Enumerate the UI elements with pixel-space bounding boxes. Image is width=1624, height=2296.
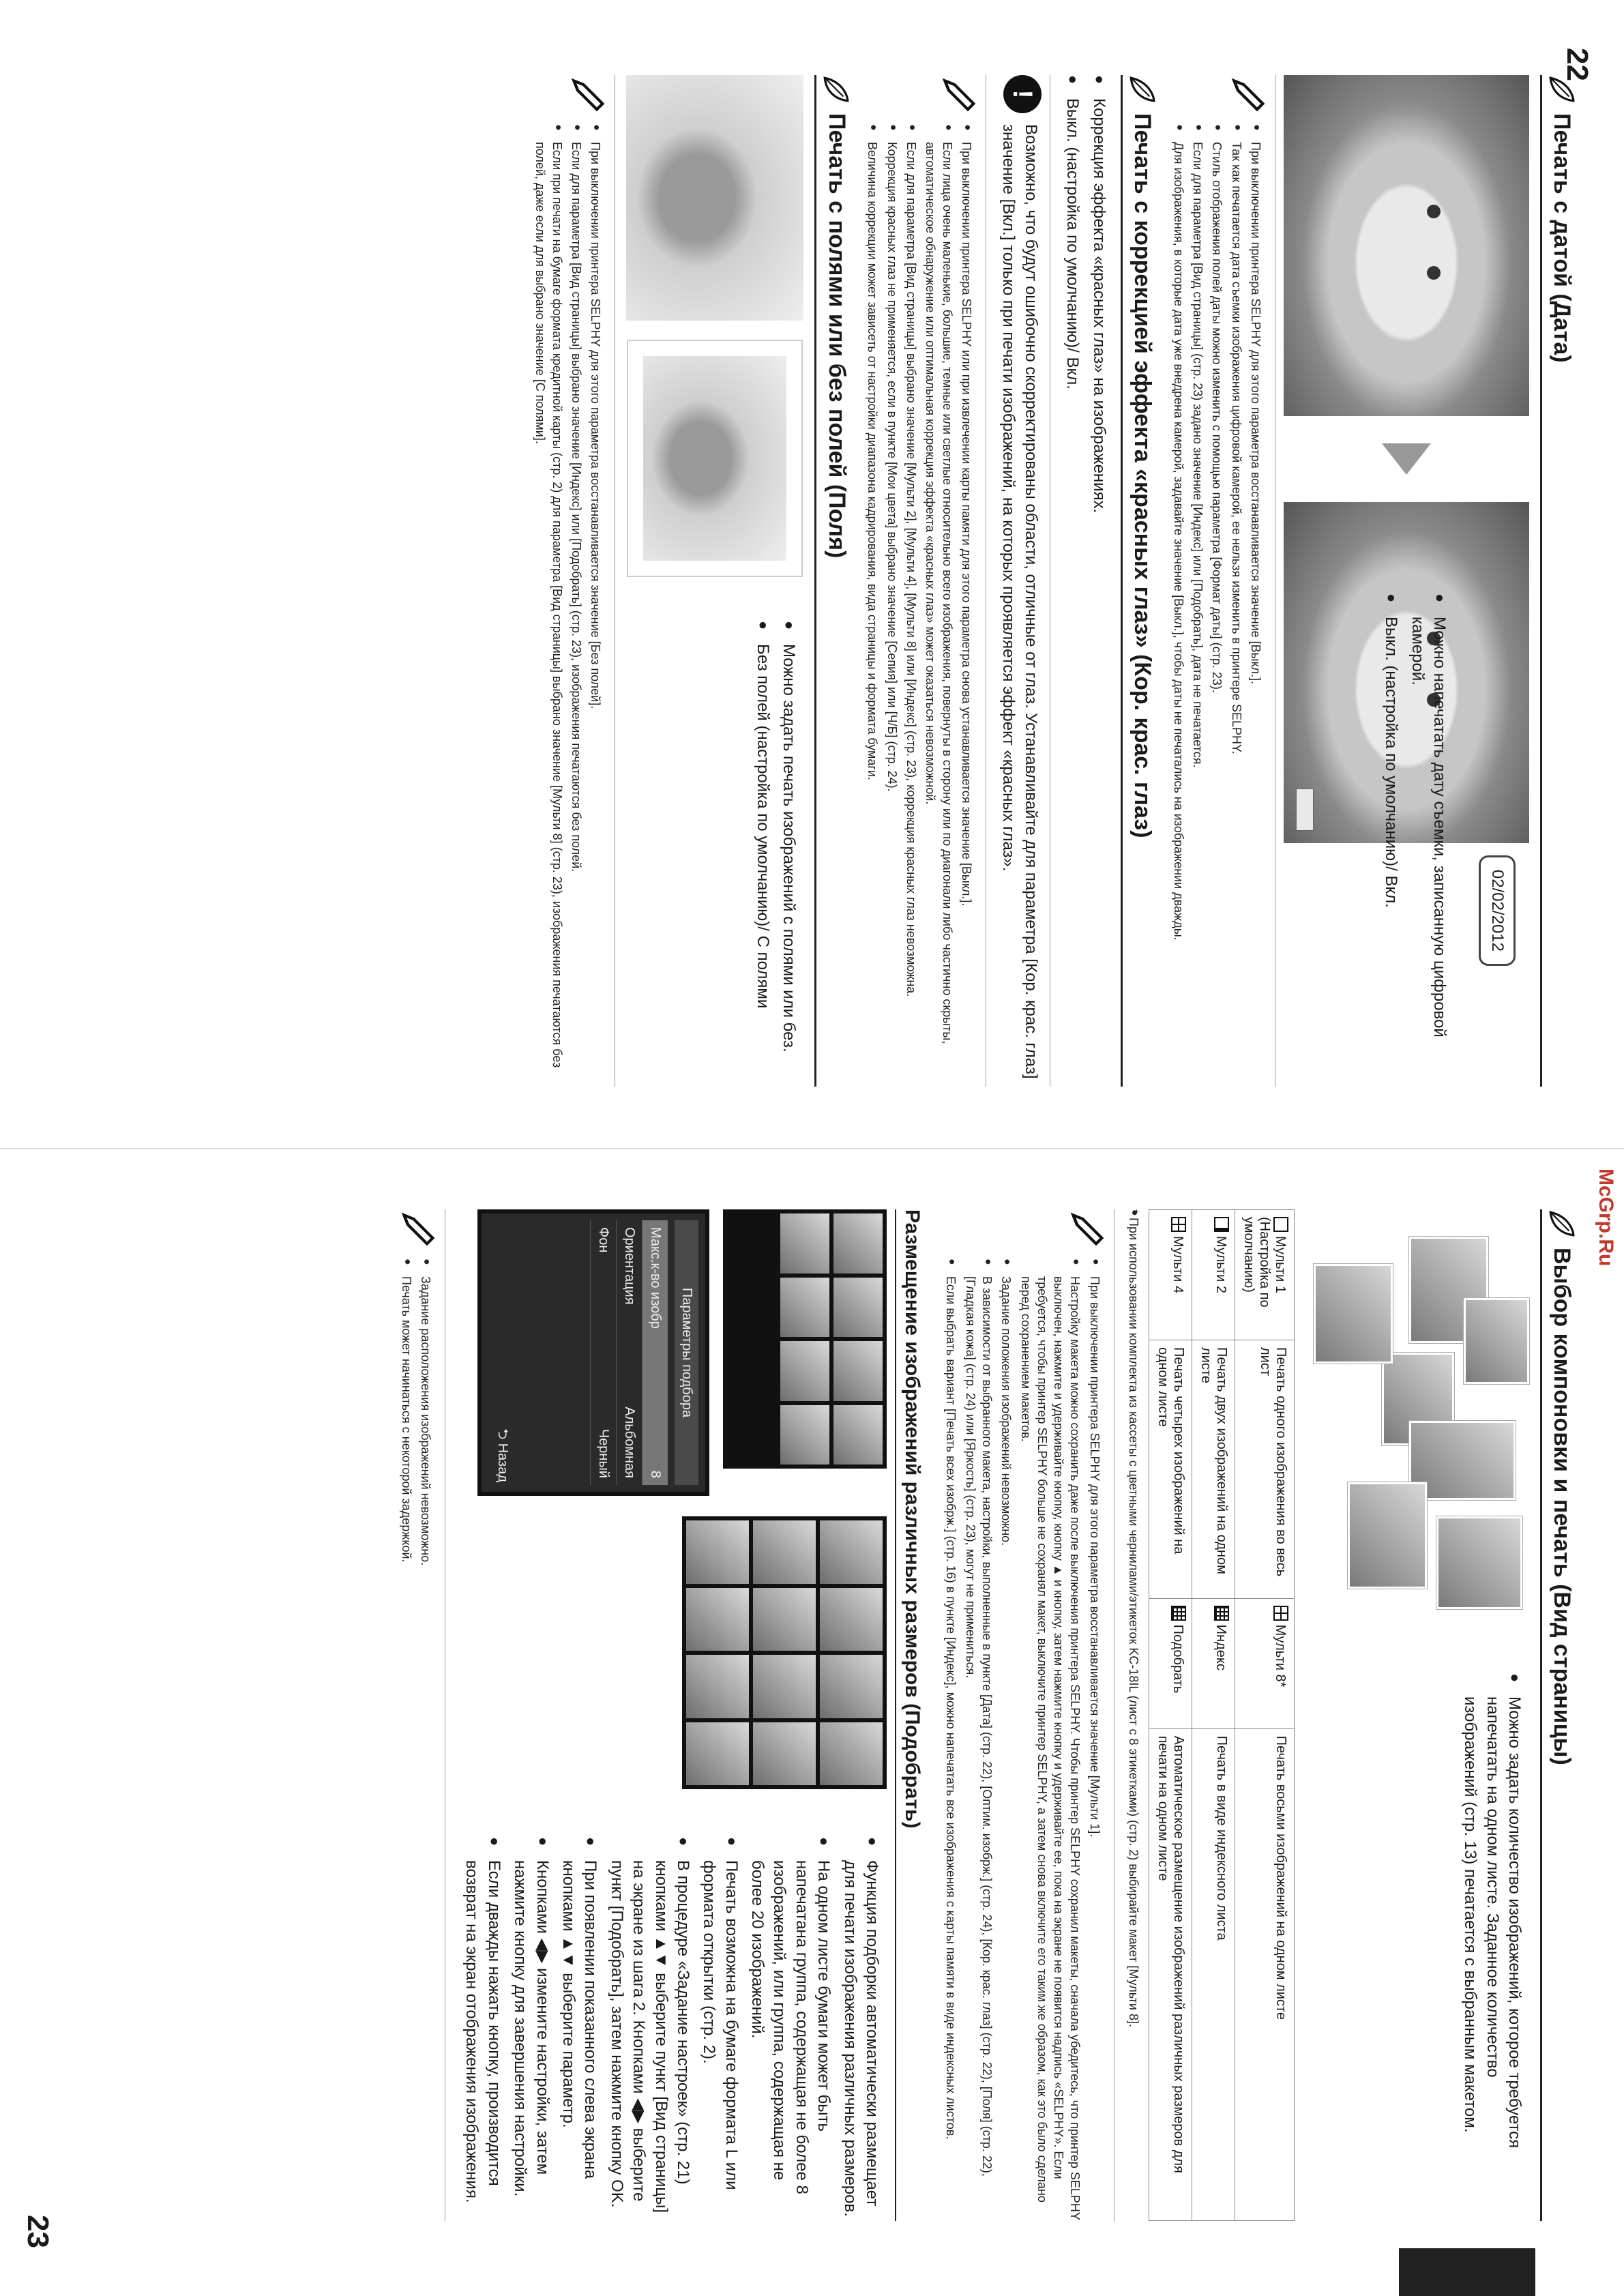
- layout-label: Мульти 1 (Настройка по умолчанию): [1241, 1217, 1288, 1308]
- layout-desc: Печать четырех изображений на одном листе: [1149, 1340, 1192, 1599]
- date-note-2: ● Так как печатается дата съемки изображения цифровой камерой, ее нельзя изменить в принтере SELPHY.: [1228, 124, 1244, 1087]
- redeye-warning-text: Возможно, что будут ошибочно скорректированы области, отличные от глаз. Устанавливайте для параметра [Кор. крас. глаз] значение [Вкл.] только при печати изображений, на которых проявляется эффект «красных глаз».: [999, 124, 1040, 1079]
- back-icon: ⮌: [495, 1428, 511, 1443]
- date-note-5: ● Для изображения, в которые дата уже внедрена камерой, задавайте значение [Выкл.], чтобы даты не печатались на изображении дважды.: [1170, 124, 1187, 1087]
- redeye-note-5: ● Величина коррекции может зависеть от настройки диапазона кадрирования, вида страницы и формата бумаги.: [864, 124, 881, 1087]
- table-row: [1235, 1210, 1295, 2221]
- collage-photo: [1464, 1298, 1529, 1384]
- layout-intro: [1304, 1209, 1529, 2221]
- fit-menu-row-max[interactable]: Макс.к-во изобр 8: [642, 1220, 668, 1485]
- collage-photo: [1436, 1516, 1522, 1609]
- layout-4-icon: [1171, 1217, 1186, 1232]
- chapter-tab: [1399, 2248, 1535, 2296]
- layout-desc: Печать в виде индексного листа: [1192, 1728, 1235, 2220]
- layout-label: Мульти 2: [1213, 1236, 1228, 1293]
- redeye-note-1: ● При выключении принтера SELPHY или при извлечении карты памяти для этого параметра снова устанавливается значение [Выкл.].: [958, 124, 975, 1087]
- page-number-left: 22: [1561, 48, 1594, 81]
- layout-note-5: ● Если выбрать вариант [Печать всех изобрж.] (стр. 16) в пункте [Индекс], можно напечатать все изображения с карты памяти в виде индексных листов.: [943, 1259, 959, 2221]
- fit-menu-row-orientation[interactable]: Ориентация Альбомная: [616, 1220, 642, 1485]
- date-stamp: [1296, 789, 1314, 831]
- redeye-warning: [997, 75, 1050, 1087]
- photo-bordered: [628, 341, 801, 576]
- pencil-icon: [1067, 1209, 1106, 1248]
- layout-label: Мульти 4: [1170, 1236, 1185, 1293]
- pencil-icon: [568, 75, 606, 113]
- fit-photos: [477, 1209, 887, 1496]
- back-button[interactable]: ⮌ Назад: [495, 1428, 511, 1482]
- pencil-icon: [1228, 75, 1267, 113]
- photo-without-date: [1284, 75, 1529, 416]
- leaf-icon: [1548, 1209, 1576, 1238]
- fit-sample-light: [723, 1209, 887, 1469]
- layout-bullets: [1304, 1673, 1529, 2221]
- date-note-4: ● Если для параметра [Вид страницы] (стр. 23) задано значение [Индекс] или [Подобрать], дата не печатается.: [1190, 124, 1206, 1087]
- section-title-date: [1540, 75, 1576, 1087]
- fit-step-3: ● Кнопками ◀▶ измените настройки, затем нажмите кнопку для завершения настройки.: [509, 1837, 553, 2221]
- fit-text: [456, 1837, 887, 2221]
- border-content: [626, 75, 803, 1087]
- layout-notes: [940, 1209, 1114, 2221]
- border-note-3: ● Если при печати на бумаге формата кредитной карты (стр. 2) для параметра [Вид страницы] выбрано значение [Мульти 8] (стр. 23), изображения печатаются без полей, даже если для выбрано значение [С полями].: [532, 124, 565, 1087]
- layout-note-1: ● При выключении принтера SELPHY для этого параметра восстанавливается значение [Мульти 1].: [1086, 1259, 1102, 2221]
- border-bullet-2: ● Без полей (настройка по умолчанию)/ С полями: [751, 621, 773, 1087]
- layout-desc: Печать одного изображения во весь лист: [1235, 1340, 1295, 1599]
- layout-title-text: Выбор компоновки и печать (Вид страницы): [1549, 1248, 1576, 1765]
- date-note-1: ● При выключении принтера SELPHY для этого параметра восстанавливается значение [Выкл.].: [1247, 124, 1264, 1087]
- fit-step-2: ● При появлении показанного слева экрана кнопками ▲▼ выберите параметр.: [557, 1837, 602, 2221]
- redeye-title-text: Печать с коррекцией эффекта «красных глаз» (Кор. крас. глаз): [1130, 113, 1156, 838]
- leaf-icon: [822, 75, 851, 104]
- border-bullets: [626, 621, 803, 1087]
- redeye-bullet-1: ● Коррекция эффекта «красных глаз» на изображениях.: [1087, 75, 1109, 1087]
- layout-label: Подобрать: [1170, 1624, 1185, 1694]
- layout-desc: Печать восьми изображений на одном листе: [1235, 1728, 1295, 2220]
- pencil-icon: [398, 1209, 437, 1248]
- fit-note-1: ● Задание расположения изображений невозможно.: [417, 1259, 434, 2221]
- date-notes: [1168, 75, 1275, 1087]
- collage-photo: [1314, 1264, 1393, 1364]
- page-number-right: 23: [21, 2215, 55, 2248]
- arrow-right-icon: [1382, 443, 1431, 475]
- date-bullet-2: ● Выкл. (настройка по умолчанию)/ Вкл.: [1380, 593, 1402, 1087]
- date-title-text: Печать с датой (Дата): [1549, 113, 1576, 363]
- layout-note-3: ● Задание положения изображений невозможно.: [998, 1259, 1014, 2221]
- warning-icon: !: [1003, 75, 1042, 113]
- section-title-layout: [1540, 1209, 1576, 2221]
- fit-bullet-2: ● На одном листе бумаги может быть напечатана группа, содержащая не более 8 изображений, или группа, содержащая не более 20 изображений.: [746, 1837, 835, 2221]
- watermark: McGrp.Ru: [1595, 1168, 1617, 1267]
- border-note-2: ● Если для параметра [Вид страницы] выбрано значение [Индекс] или [Подобрать] (стр. 23), изображения печатаются без полей.: [568, 124, 585, 1087]
- fit-content: [456, 1209, 887, 2221]
- layout-collage: [1304, 1209, 1529, 1646]
- layout-label: Индекс: [1213, 1624, 1228, 1671]
- border-example-photos: [626, 75, 803, 593]
- page-23: [0, 1148, 1624, 2296]
- date-callout: 02/02/2012: [1479, 855, 1516, 966]
- layout-2-icon: [1214, 1217, 1229, 1232]
- date-note-3: ● Стиль отображения полей даты можно изменить с помощью параметра [Формат даты] (стр. 23).: [1209, 124, 1225, 1087]
- redeye-notes: [861, 75, 986, 1087]
- layout-bullet-1: ● Можно задать количество изображений, которое требуется напечатать на одном листе. Заданное количество изображений (стр. 13) печатается с выбранным макетом.: [1459, 1673, 1525, 2160]
- border-note-1: ● При выключении принтера SELPHY для этого параметра восстанавливается значение [Без полей].: [587, 124, 604, 1087]
- table-row: [1149, 1210, 1192, 2221]
- layout-desc: Печать двух изображений на одном листе: [1192, 1340, 1235, 1599]
- fit-sample-dark: [682, 1516, 887, 1789]
- fit-bullet-3: ● Печать возможна на бумаге формата L или формата открытки (стр. 2).: [698, 1837, 742, 2221]
- table-row: [1192, 1210, 1235, 2221]
- index-icon: [1214, 1606, 1229, 1621]
- redeye-note-4: ● Коррекция красных глаз не применяется, если в пункте [Мои цвета] выбрано значение [Сепия] или [Ч/Б] (стр. 24).: [883, 124, 900, 1087]
- redeye-bullets: [1061, 75, 1110, 1087]
- pencil-icon: [939, 75, 977, 113]
- layout-1-icon: [1273, 1217, 1288, 1232]
- collage-photo: [1348, 1482, 1427, 1589]
- redeye-note-2: ● Если лица очень маленькие, большие, темные или светлые относительно всего изображения, повернуты в сторону или по диагонали либо частично скрыты, автоматическое обнаружение или оптимальная коррекция эффекта «красных глаз» может оказаться невозможной.: [922, 124, 956, 1087]
- leaf-icon: [1128, 75, 1157, 104]
- redeye-note-3: ● Если для параметра [Вид страницы] выбрано значение [Мульти 2], [Мульти 4], [Мульти 8] или [Индекс] (стр. 23), коррекция красных глаз невозможна.: [903, 124, 919, 1087]
- layout-footnote: ● * При использовании комплекта из кассеты с цветными чернилами/этикеток KC-18IL (лист с 8 этикетками) (стр. 2) выбирайте макет [Мульти 8].: [1125, 1209, 1142, 2221]
- layout-note-2: ● Настройку макета можно сохранить даже после выключения принтера SELPHY. Чтобы принтер SELPHY сохранил макеты, сначала убедитесь, что принтер SELPHY выключен, нажмите и удерживайте кнопку, кнопку ▲ и кнопку, затем нажмите кнопку и удерживайте ее, пока на экране не появится надпись «SELPHY». Если требуется, чтобы принтер SELPHY больше не сохранял макет, выключите принтер SELPHY, а затем снова включите его таким же образом, как это было сделано перед сохранением макетов.: [1017, 1259, 1083, 2221]
- layout-table: [1149, 1209, 1295, 2221]
- layout-label: Мульти 8*: [1273, 1624, 1288, 1688]
- fit-menu-title: Параметры подбора: [675, 1220, 698, 1485]
- section-title-border: [814, 75, 851, 1087]
- section-title-redeye: [1121, 75, 1157, 1087]
- border-title-text: Печать с полями или без полей (Поля): [823, 113, 850, 559]
- fit-settings-screen: [477, 1209, 709, 1496]
- redeye-bullet-2: ● Выкл. (настройка по умолчанию)/ Вкл.: [1061, 75, 1083, 1087]
- fit-step-4: ● Если дважды нажать кнопку, производится возврат на экран отображения изображения.: [460, 1837, 505, 2221]
- fit-notes: [395, 1209, 445, 2221]
- fit-menu-row-background[interactable]: Фон Черный: [590, 1220, 616, 1485]
- layout-8-icon: [1273, 1606, 1288, 1621]
- fit-note-2: ● Печать может начинаться с некоторой задержкой.: [398, 1259, 414, 2221]
- photo-borderless: [626, 75, 803, 321]
- fit-step-1: ● В процедуре «Задание настроек» (стр. 21) кнопками ▲▼ выберите пункт [Вид страницы] на экране из шага 2. Кнопками ◀▶ выберите пункт [Подобрать], затем нажмите кнопку OK.: [605, 1837, 694, 2221]
- fit-illustrations: [456, 1209, 887, 1810]
- fit-bullet-1: ● Функция подборки автоматически размещает для печати изображения различных размеров.: [838, 1837, 883, 2221]
- date-bullet-1: ● Можно напечатать дату съемки, записанную цифровой камерой.: [1406, 593, 1450, 1087]
- fit-icon: [1171, 1606, 1186, 1621]
- layout-desc: Автоматическое размещение изображений различных размеров для печати на одном листе: [1149, 1728, 1192, 2220]
- layout-note-4: ● В зависимости от выбранного макета, настройки, выполненные в пункте [Дата] (стр. 22), [Оптим. изобрж.] (стр. 24), [Кор. крас. глаз] (стр. 22), [Поля] (стр. 22), [Гладкая кожа] (стр. 24) или [Яркость] (стр. 23), могут не примениться.: [962, 1259, 995, 2221]
- border-bullet-1: ● Можно задать печать изображений с полями или без.: [778, 621, 799, 1087]
- border-notes: [529, 75, 615, 1087]
- fit-section-title: Размещение изображений различных размеров (Подобрать): [895, 1209, 924, 2221]
